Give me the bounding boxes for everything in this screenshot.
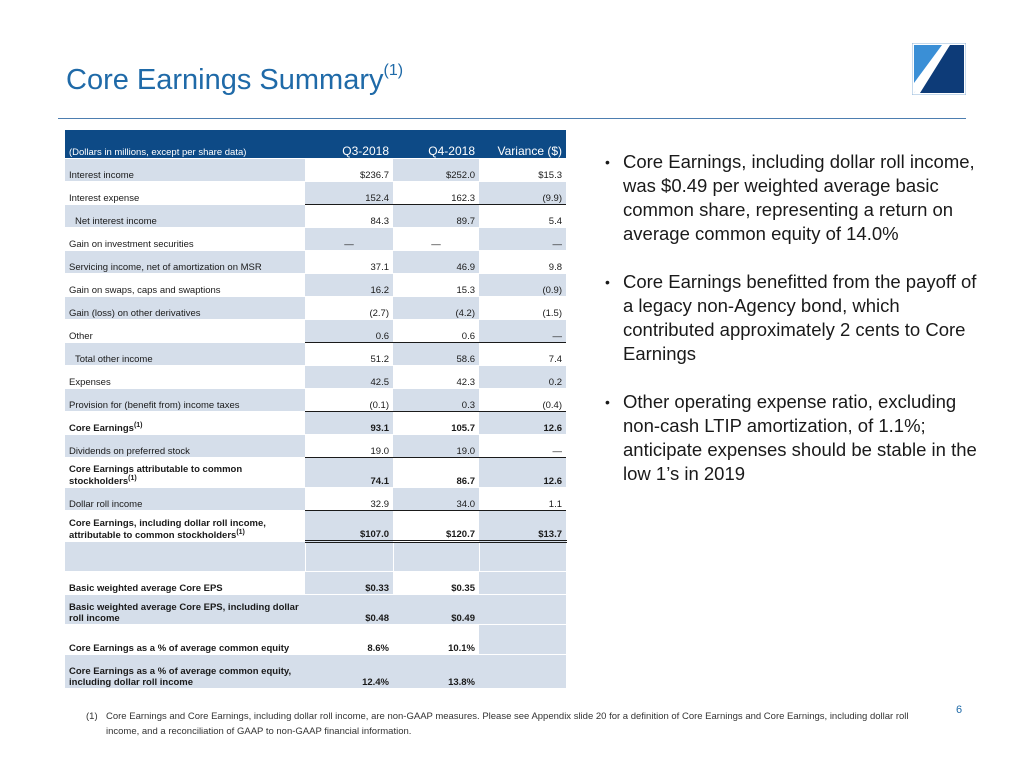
row-q4: 19.0	[393, 435, 479, 458]
row-q4: 89.7	[393, 205, 479, 228]
bullet-text: Core Earnings, including dollar roll income, was $0.49 per weighted average basic common share, representing a return on average common equity of 14.0%	[623, 151, 975, 244]
row-variance: 5.4	[479, 205, 566, 228]
row-label: Gain (loss) on other derivatives	[65, 297, 305, 320]
row-q4: 58.6	[393, 343, 479, 366]
row-label-text: Core Earnings attributable to common stockholders	[69, 463, 243, 487]
bullet-text: Core Earnings benefitted from the payoff of a legacy non-Agency bond, which contributed approximately 2 cents to Core Earnings	[623, 271, 977, 364]
row-label: Interest income	[65, 159, 305, 182]
table-spacer-row	[65, 542, 566, 572]
row-q4: 13.8%	[393, 655, 479, 689]
row-variance	[479, 572, 566, 595]
row-q3: 12.4%	[305, 655, 393, 689]
footnote-mark: (1)	[86, 711, 98, 722]
row-q3: 32.9	[305, 488, 393, 511]
row-label: Gain on investment securities	[65, 228, 305, 251]
row-q3: 74.1	[305, 458, 393, 488]
row-q3: 0.6	[305, 320, 393, 343]
row-variance: (9.9)	[479, 182, 566, 205]
row-q3: 16.2	[305, 274, 393, 297]
row-label: Core Earnings as a % of average common equity	[65, 625, 305, 655]
row-q3: 51.2	[305, 343, 393, 366]
table-row	[65, 458, 566, 488]
row-q4: 0.6	[393, 320, 479, 343]
row-q3: 93.1	[305, 412, 393, 435]
table-row	[65, 655, 566, 689]
header-label: (Dollars in millions, except per share data)	[65, 130, 305, 159]
row-q4: —	[393, 228, 479, 251]
row-q4: 10.1%	[393, 625, 479, 655]
row-q4: $0.35	[393, 572, 479, 595]
table-row	[65, 572, 566, 595]
row-q4: $120.7	[393, 511, 479, 542]
row-variance	[479, 595, 566, 625]
table-row	[65, 228, 566, 251]
row-label	[65, 458, 305, 488]
row-q3: 152.4	[305, 182, 393, 205]
table-row	[65, 625, 566, 655]
row-variance: —	[479, 320, 566, 343]
row-label: Total other income	[65, 343, 305, 366]
footnote	[86, 709, 916, 739]
row-variance: 9.8	[479, 251, 566, 274]
row-q4: $0.49	[393, 595, 479, 625]
table-row	[65, 274, 566, 297]
row-label	[65, 511, 305, 542]
table-row	[65, 435, 566, 458]
row-variance: 1.1	[479, 488, 566, 511]
row-variance: —	[479, 435, 566, 458]
row-q4: 0.3	[393, 389, 479, 412]
row-q3: $0.33	[305, 572, 393, 595]
row-q4: 86.7	[393, 458, 479, 488]
row-variance: $13.7	[479, 511, 566, 542]
row-q3: 42.5	[305, 366, 393, 389]
row-label: Expenses	[65, 366, 305, 389]
row-q3: $236.7	[305, 159, 393, 182]
key-points	[605, 150, 980, 510]
row-variance: (0.9)	[479, 274, 566, 297]
bullet-icon: •	[605, 394, 610, 410]
row-variance: 12.6	[479, 412, 566, 435]
row-q3: (0.1)	[305, 389, 393, 412]
row-q4: 46.9	[393, 251, 479, 274]
row-label: Servicing income, net of amortization on MSR	[65, 251, 305, 274]
table-row	[65, 389, 566, 412]
row-q4: $252.0	[393, 159, 479, 182]
row-q4: 34.0	[393, 488, 479, 511]
row-footnote-mark: (1)	[236, 528, 245, 536]
row-label: Core Earnings as a % of average common equity, including dollar roll income	[65, 655, 305, 689]
table-row	[65, 366, 566, 389]
row-label: Dollar roll income	[65, 488, 305, 511]
table-row	[65, 182, 566, 205]
row-q3: $107.0	[305, 511, 393, 542]
row-q4: 105.7	[393, 412, 479, 435]
bullet-text: Other operating expense ratio, excluding non-cash LTIP amortization, of 1.1%; anticipate expenses should be stable in the low 1’s in 2019	[623, 391, 977, 484]
row-label: Dividends on preferred stock	[65, 435, 305, 458]
row-q4: 42.3	[393, 366, 479, 389]
row-label: Interest expense	[65, 182, 305, 205]
title-divider	[58, 118, 966, 119]
table-row	[65, 205, 566, 228]
row-q3: 8.6%	[305, 625, 393, 655]
row-q3: (2.7)	[305, 297, 393, 320]
bullet-item	[605, 390, 980, 486]
table-row	[65, 320, 566, 343]
title-footnote-mark: (1)	[383, 62, 404, 79]
row-q3: 37.1	[305, 251, 393, 274]
row-footnote-mark: (1)	[133, 421, 143, 429]
row-label: Net interest income	[65, 205, 305, 228]
row-q3: $0.48	[305, 595, 393, 625]
row-variance	[479, 655, 566, 689]
row-variance: 0.2	[479, 366, 566, 389]
row-label: Basic weighted average Core EPS	[65, 572, 305, 595]
table-header-row	[65, 130, 566, 159]
row-variance: (1.5)	[479, 297, 566, 320]
bullet-item	[605, 150, 980, 246]
row-label: Provision for (benefit from) income taxes	[65, 389, 305, 412]
table-row	[65, 595, 566, 625]
row-label-text: Core Earnings	[69, 423, 134, 434]
row-label: Gain on swaps, caps and swaptions	[65, 274, 305, 297]
bullet-icon: •	[605, 154, 610, 170]
table-row	[65, 343, 566, 366]
table-row	[65, 159, 566, 182]
header-q3: Q3-2018	[305, 130, 393, 159]
row-variance: 12.6	[479, 458, 566, 488]
core-earnings-table	[65, 130, 566, 689]
page-title	[66, 62, 403, 97]
header-q4: Q4-2018	[393, 130, 479, 159]
row-q3: 19.0	[305, 435, 393, 458]
bullet-icon: •	[605, 274, 610, 290]
bullet-item	[605, 270, 980, 366]
row-variance	[479, 625, 566, 655]
row-variance: —	[479, 228, 566, 251]
row-label: Basic weighted average Core EPS, including dollar roll income	[65, 595, 305, 625]
row-variance: $15.3	[479, 159, 566, 182]
header-variance: Variance ($)	[479, 130, 566, 159]
title-text: Core Earnings Summary	[66, 64, 384, 96]
table-row	[65, 511, 566, 542]
table-row	[65, 297, 566, 320]
table-row	[65, 251, 566, 274]
two-harbors-logo-icon	[912, 43, 966, 95]
row-q4: 162.3	[393, 182, 479, 205]
row-footnote-mark: (1)	[128, 474, 137, 482]
row-label-text: Core Earnings, including dollar roll income, attributable to common stockholders	[69, 517, 266, 541]
table-row	[65, 488, 566, 511]
row-variance: 7.4	[479, 343, 566, 366]
row-q4: 15.3	[393, 274, 479, 297]
footnote-text: Core Earnings and Core Earnings, including dollar roll income, are non-GAAP measures. Please see Appendix slide 20 for a definition of Core Earnings and Core Earnings, including dollar roll income, and a reconciliation of GAAP to non-GAAP financial information.	[106, 711, 909, 737]
row-q3: 84.3	[305, 205, 393, 228]
row-q4: (4.2)	[393, 297, 479, 320]
row-variance: (0.4)	[479, 389, 566, 412]
row-label	[65, 412, 305, 435]
page-number: 6	[956, 704, 963, 716]
row-q3: —	[305, 228, 393, 251]
table-row	[65, 412, 566, 435]
row-label: Other	[65, 320, 305, 343]
